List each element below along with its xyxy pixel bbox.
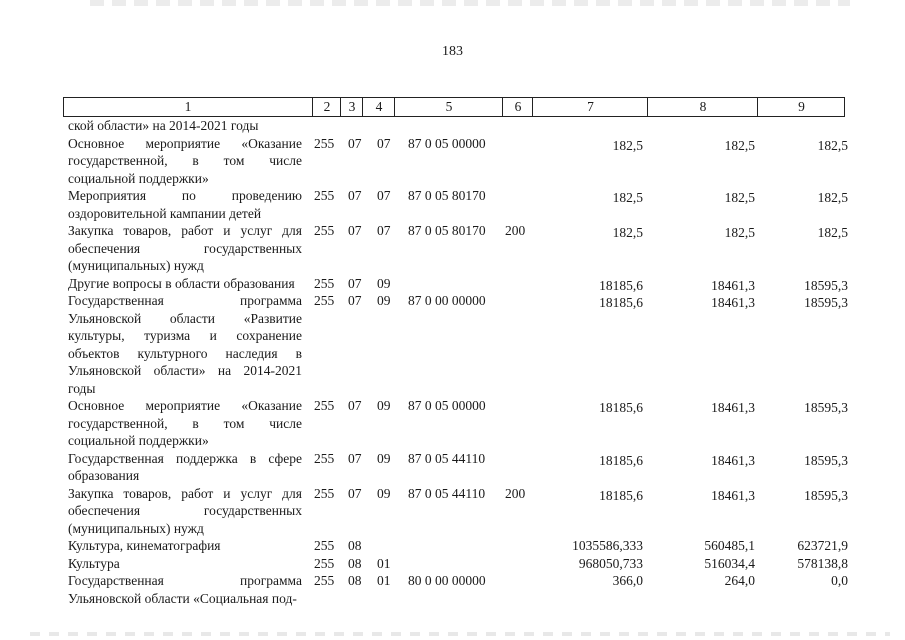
row-cell-c3: 07 — [348, 135, 362, 151]
table-body — [0, 117, 905, 607]
header-col-1: 1 — [184, 99, 192, 114]
row-cell-c2: 255 — [314, 450, 335, 466]
row-cell-c9: 18595,3 — [804, 452, 848, 468]
row-cell-c2: 255 — [314, 538, 335, 553]
row-cell-c5: 87 0 05 00000 — [408, 398, 486, 413]
row-cell-c4: 09 — [377, 293, 391, 308]
row-cell-c2: 255 — [314, 188, 335, 203]
row-cell-c3: 07 — [348, 188, 362, 203]
header-col-2: 2 — [312, 98, 341, 116]
row-cell-c3: 07 — [348, 293, 362, 308]
row-cell-c8: 18461,3 — [711, 277, 755, 293]
row-cell-c7: 18185,6 — [599, 487, 643, 503]
header-col-6: 6 — [502, 98, 533, 116]
row-cell-c8: 182,5 — [724, 190, 755, 205]
table-row — [0, 275, 905, 293]
row-cell-c7: 1035586,333 — [572, 538, 643, 553]
row-cell-c5: 87 0 05 80170 — [408, 188, 486, 203]
row-cell-c9: 18595,3 — [804, 400, 848, 415]
row-cell-c6: 200 — [505, 223, 526, 238]
row-cell-c9: 18595,3 — [804, 295, 848, 310]
row-cell-c5: 87 0 05 00000 — [408, 135, 486, 151]
row-cell-c7: 968050,733 — [578, 555, 643, 571]
row-cell-c7: 182,5 — [612, 137, 643, 153]
row-cell-c3: 07 — [348, 223, 362, 238]
row-cell-c9: 18595,3 — [804, 487, 848, 503]
row-cell-c4: 07 — [377, 223, 391, 238]
table-row — [0, 187, 905, 222]
row-cell-c7: 366,0 — [612, 573, 643, 588]
row-cell-c4: 09 — [377, 450, 391, 466]
row-name: Основное мероприятие «Оказание государственной, в том числе социальной поддержки» — [68, 135, 302, 186]
scan-artifact-top — [90, 0, 850, 6]
table-header-row — [63, 97, 845, 117]
header-col-4: 4 — [362, 98, 395, 116]
header-col-7: 7 — [532, 98, 648, 116]
row-cell-c9: 182,5 — [817, 190, 848, 205]
table-row — [0, 450, 905, 485]
table-row — [0, 222, 905, 275]
row-cell-c8: 18461,3 — [711, 400, 755, 415]
row-cell-c5: 87 0 00 00000 — [408, 293, 486, 308]
row-cell-c7: 182,5 — [612, 190, 643, 205]
table-row — [0, 117, 905, 135]
row-cell-c9: 182,5 — [817, 225, 848, 240]
row-cell-c3: 07 — [348, 275, 362, 291]
row-cell-c7: 18185,6 — [599, 295, 643, 310]
row-cell-c3: 08 — [348, 555, 362, 571]
row-cell-c7: 182,5 — [612, 225, 643, 240]
row-cell-c2: 255 — [314, 223, 335, 238]
row-cell-c4: 01 — [377, 555, 391, 571]
table-row — [0, 572, 905, 607]
header-col-5: 5 — [394, 98, 503, 116]
row-cell-c8: 18461,3 — [711, 487, 755, 503]
row-cell-c8: 516034,4 — [704, 555, 755, 571]
row-cell-c5: 87 0 05 80170 — [408, 223, 486, 238]
row-name: Государственная программа Ульяновской области «Развитие культуры, туризма и сохранение объектов культурного наследия в Ульяновской области» на 2014-2021 годы — [68, 293, 302, 396]
row-cell-c3: 07 — [348, 450, 362, 466]
row-cell-c9: 182,5 — [817, 137, 848, 153]
row-cell-c8: 182,5 — [724, 225, 755, 240]
row-cell-c9: 0,0 — [831, 573, 848, 588]
row-cell-c3: 08 — [348, 573, 362, 588]
table-row — [0, 397, 905, 450]
row-cell-c6: 200 — [505, 485, 526, 501]
row-name: Государственная программа Ульяновской области «Социальная под- — [68, 573, 302, 606]
row-cell-c2: 255 — [314, 485, 335, 501]
row-cell-c2: 255 — [314, 573, 335, 588]
row-cell-c9: 578138,8 — [797, 555, 848, 571]
row-cell-c5: 87 0 05 44110 — [408, 485, 486, 501]
row-cell-c9: 623721,9 — [797, 538, 848, 553]
table-row — [0, 485, 905, 538]
row-cell-c2: 255 — [314, 135, 335, 151]
row-cell-c4: 09 — [377, 398, 391, 413]
row-cell-c3: 07 — [348, 485, 362, 501]
row-cell-c8: 182,5 — [724, 137, 755, 153]
row-cell-c4: 07 — [377, 135, 391, 151]
row-name: Закупка товаров, работ и услуг для обеспечения государственных (муниципальных) нужд — [68, 485, 302, 536]
row-cell-c2: 255 — [314, 293, 335, 308]
table-row — [0, 555, 905, 573]
scan-artifact-bottom — [30, 632, 890, 636]
row-cell-c5: 80 0 00 00000 — [408, 573, 486, 588]
row-cell-c2: 255 — [314, 398, 335, 413]
row-cell-c4: 01 — [377, 573, 391, 588]
row-name: Культура — [68, 555, 120, 571]
row-name: Государственная поддержка в сфере образования — [68, 450, 302, 483]
row-cell-c8: 560485,1 — [704, 538, 755, 553]
header-col-3: 3 — [340, 98, 363, 116]
row-cell-c8: 18461,3 — [711, 295, 755, 310]
row-name: Другие вопросы в области образования — [68, 275, 295, 291]
row-cell-c3: 07 — [348, 398, 362, 413]
row-cell-c4: 07 — [377, 188, 391, 203]
row-cell-c3: 08 — [348, 538, 362, 553]
row-cell-c7: 18185,6 — [599, 400, 643, 415]
row-name: Закупка товаров, работ и услуг для обеспечения государственных (муниципальных) нужд — [68, 223, 302, 273]
row-name: Мероприятия по проведению оздоровительной кампании детей — [68, 188, 302, 221]
row-name: Культура, кинематография — [68, 538, 221, 553]
header-col-8: 8 — [647, 98, 758, 116]
row-name: Основное мероприятие «Оказание государственной, в том числе социальной поддержки» — [68, 398, 302, 448]
row-cell-c4: 09 — [377, 275, 391, 291]
table-row — [0, 292, 905, 397]
row-cell-c8: 264,0 — [724, 573, 755, 588]
header-col-9: 9 — [757, 98, 845, 116]
row-cell-c7: 18185,6 — [599, 452, 643, 468]
row-cell-c2: 255 — [314, 555, 335, 571]
row-cell-c8: 18461,3 — [711, 452, 755, 468]
page-number: 183 — [442, 44, 463, 59]
row-cell-c4: 09 — [377, 485, 391, 501]
row-name: ской области» на 2014-2021 годы — [68, 118, 259, 133]
row-cell-c7: 18185,6 — [599, 277, 643, 293]
row-cell-c5: 87 0 05 44110 — [408, 450, 486, 466]
table-row — [0, 135, 905, 188]
row-cell-c2: 255 — [314, 275, 335, 291]
row-cell-c9: 18595,3 — [804, 277, 848, 293]
table-row — [0, 537, 905, 555]
